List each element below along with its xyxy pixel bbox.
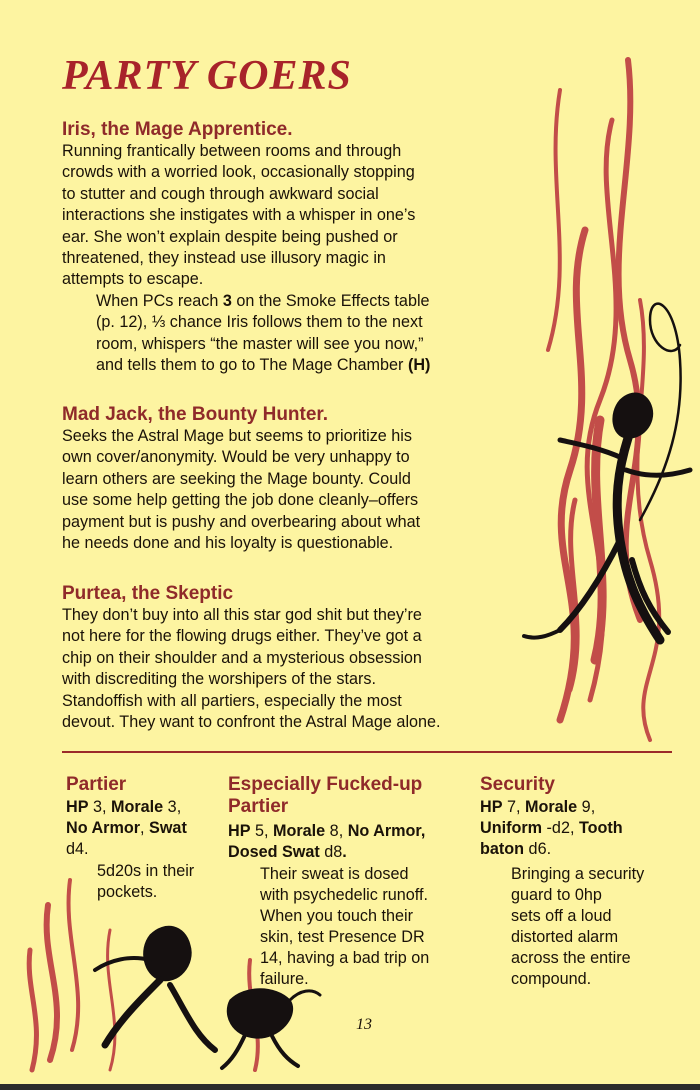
stat-label: Dosed Swat — [228, 843, 320, 861]
text-line: use some help getting the job done cleanly–offers — [62, 491, 419, 510]
text-fragment: and tells them to go to The Mage Chamber — [96, 356, 408, 375]
text-line: with discrediting the worshipers of the stars. — [62, 670, 376, 689]
stat-label: No Armor, — [347, 822, 426, 840]
text-line: distorted alarm — [511, 928, 619, 946]
text-line — [96, 355, 526, 376]
npc-description-jack — [62, 426, 522, 554]
page-number: 13 — [356, 1016, 372, 1033]
text-line: They don’t buy into all this star god shit but they’re — [62, 606, 422, 624]
statblock-note-fucked-up-partier — [260, 864, 480, 990]
bottom-border — [0, 1084, 700, 1090]
text-line: payment but is pushy and overbearing about what — [62, 512, 421, 531]
stat-value: 9, — [577, 798, 596, 816]
text-line: to stutter and cough through awkward social — [62, 184, 379, 203]
stat-label: Morale — [525, 798, 578, 816]
stat-label: HP — [228, 822, 251, 840]
stat-value: d6. — [524, 840, 552, 858]
text-line: attempts to escape. — [62, 270, 204, 289]
stat-label: Swat — [149, 819, 187, 837]
stat-label: baton — [480, 840, 525, 858]
stat-line — [228, 821, 468, 842]
text-fragment: When PCs reach — [96, 292, 223, 310]
text-line: across the entire — [511, 949, 631, 967]
text-line: room, whispers “the master will see you now,” — [96, 334, 424, 353]
text-line — [96, 291, 526, 312]
text-line: Running frantically between rooms and through — [62, 142, 402, 160]
heading-line: Especially Fucked-up — [228, 774, 423, 795]
statblock-security — [480, 797, 670, 860]
statblock-heading-partier: Partier — [66, 774, 127, 795]
text-line: he needs done and his loyalty is questionable. — [62, 534, 394, 553]
text-line: with psychedelic runoff. — [260, 886, 428, 904]
text-line: learn others are seeking the Mage bounty. Could — [62, 469, 411, 488]
stat-value: 7, — [502, 798, 525, 816]
text-line: 14, having a bad trip on — [260, 949, 430, 967]
text-line: When you touch their — [260, 907, 413, 925]
heading-line: Partier — [228, 796, 289, 817]
stat-value: d8 — [319, 843, 343, 861]
stat-line — [480, 797, 670, 818]
npc-description-iris — [62, 141, 522, 291]
text-line: (p. 12), ⅓ chance Iris follows them to the next — [96, 313, 423, 332]
statblock-note-partier — [97, 861, 227, 903]
bold-fragment: 3 — [222, 292, 232, 310]
statblock-heading-fucked-up-partier — [228, 774, 422, 818]
stat-value: 3, — [163, 798, 182, 816]
npc-heading-purtea: Purtea, the Skeptic — [62, 583, 234, 604]
text-line: 5d20s in their — [97, 862, 195, 880]
text-line: failure. — [260, 970, 309, 988]
text-line: Their sweat is dosed — [260, 865, 409, 883]
stat-line — [66, 818, 216, 839]
page-title: PARTY GOERS — [62, 53, 352, 99]
stat-punctuation: . — [342, 843, 347, 861]
stat-label: HP — [480, 798, 503, 816]
text-line: pockets. — [97, 883, 158, 901]
statblock-heading-security: Security — [480, 774, 555, 795]
stat-line — [228, 842, 468, 863]
stat-line: d4. — [66, 840, 89, 858]
npc-note-iris — [96, 291, 526, 377]
statblock-note-security — [511, 864, 681, 990]
text-line: Standoffish with all partiers, especially the most — [62, 691, 402, 710]
stat-label: Morale — [273, 822, 326, 840]
text-line: skin, test Presence DR — [260, 928, 425, 946]
npc-heading-jack: Mad Jack, the Bounty Hunter. — [62, 404, 329, 425]
stat-value: -d2, — [542, 819, 579, 837]
text-line: sets off a loud — [511, 907, 612, 925]
text-line: interactions she instigates with a whisper in one’s — [62, 206, 416, 225]
stat-label: HP — [66, 798, 89, 816]
stat-value: 5, — [250, 822, 273, 840]
location-code: (H) — [407, 356, 431, 375]
statblock-partier — [66, 797, 216, 860]
stat-label: Tooth — [578, 819, 623, 837]
statblock-fucked-up-partier — [228, 821, 468, 863]
stat-label: Morale — [111, 798, 164, 816]
text-line: Bringing a security — [511, 865, 645, 883]
text-line: chip on their shoulder and a mysterious obsession — [62, 648, 422, 667]
text-line: ear. She won’t explain despite being pushed or — [62, 227, 398, 246]
text-line: Seeks the Astral Mage but seems to prioritize his — [62, 427, 412, 445]
text-fragment: on the Smoke Effects table — [231, 292, 430, 310]
npc-description-purtea — [62, 605, 532, 733]
section-divider — [62, 751, 672, 753]
stat-value: 8, — [325, 822, 348, 840]
text-line: guard to 0hp — [511, 886, 602, 904]
stat-label: Uniform — [480, 819, 543, 837]
text-line: compound. — [511, 970, 592, 988]
stat-value: 3, — [88, 798, 111, 816]
stat-line — [480, 839, 670, 860]
text-line: devout. They want to confront the Astral Mage alone. — [62, 713, 441, 732]
text-line: crowds with a worried look, occasionally stopping — [62, 163, 415, 182]
stat-line — [480, 818, 670, 839]
stat-line — [66, 797, 216, 818]
text-line: not here for the flowing drugs either. They’ve got a — [62, 627, 422, 646]
text-line: threatened, they instead use illusory magic in — [62, 249, 386, 268]
npc-heading-iris: Iris, the Mage Apprentice. — [62, 119, 293, 140]
stat-separator: , — [140, 819, 150, 837]
text-line: own cover/anonymity. Would be very unhappy to — [62, 448, 410, 467]
demon-figure-icon — [524, 304, 690, 640]
stat-label: No Armor — [66, 819, 141, 837]
